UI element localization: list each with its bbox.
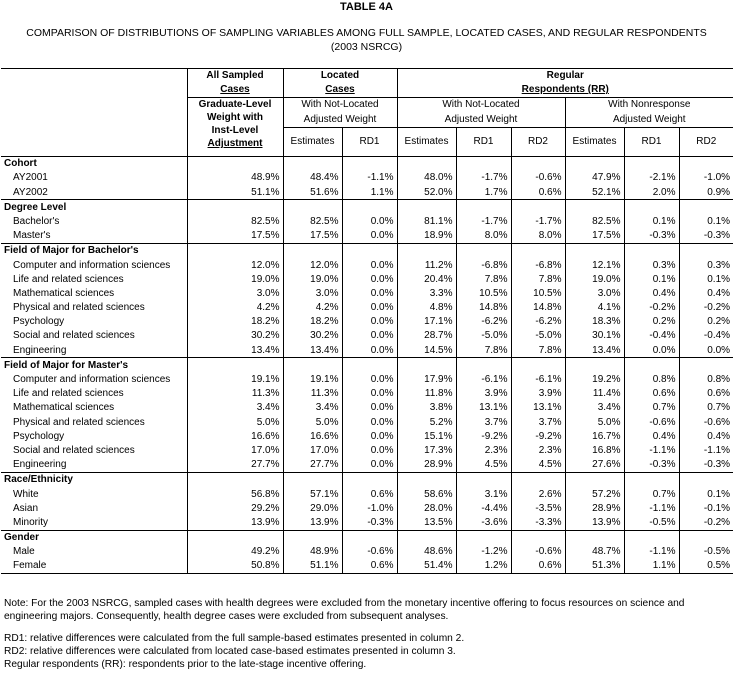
table-cell: 18.2% xyxy=(187,315,283,329)
table-cell: 5.0% xyxy=(565,415,624,429)
header-loc-weight: With Not-Located xyxy=(283,98,397,113)
table-cell: 0.8% xyxy=(624,372,679,386)
table-cell: 0.1% xyxy=(679,487,733,501)
note-rd2: RD2: relative differences were calculated from located case-based estimates presented in column 3. xyxy=(4,646,456,657)
table-cell: -1.1% xyxy=(624,501,679,515)
table-row xyxy=(1,214,733,228)
row-label: Physical and related sciences xyxy=(13,416,145,428)
table-cell: 0.0% xyxy=(342,272,397,286)
section-header xyxy=(1,200,733,215)
section-title: Race/Ethnicity xyxy=(1,472,187,487)
table-cell: 48.9% xyxy=(187,171,283,185)
table-cell: 82.5% xyxy=(565,214,624,228)
table-cell: -0.6% xyxy=(679,415,733,429)
table-cell: 0.7% xyxy=(679,401,733,415)
table-row xyxy=(1,301,733,315)
table-cell: 13.4% xyxy=(283,343,342,358)
table-cell: 4.5% xyxy=(456,458,511,473)
table-cell: 56.8% xyxy=(187,487,283,501)
table-notes xyxy=(4,597,730,671)
table-cell: -1.1% xyxy=(624,545,679,559)
table-cell: -5.0% xyxy=(511,329,565,343)
table-cell: 13.1% xyxy=(456,401,511,415)
table-cell: 14.8% xyxy=(511,301,565,315)
table-cell: 18.3% xyxy=(565,315,624,329)
table-row xyxy=(1,372,733,386)
row-label: Physical and related sciences xyxy=(13,302,145,314)
section-title: Field of Major for Bachelor's xyxy=(1,243,187,258)
table-cell: 48.9% xyxy=(283,545,342,559)
table-cell: 17.5% xyxy=(187,229,283,244)
row-label: Minority xyxy=(13,516,49,528)
col-rd2-rr-notloc: RD2 xyxy=(511,127,565,156)
table-cell: 51.4% xyxy=(397,559,456,574)
table-cell: -3.6% xyxy=(456,515,511,530)
table-cell: 17.5% xyxy=(283,229,342,244)
header-grad-weight: Graduate-Level Weight with Inst-Level Adjustment xyxy=(187,98,283,156)
table-cell: -1.7% xyxy=(511,214,565,228)
table-cell: 4.2% xyxy=(283,301,342,315)
table-row xyxy=(1,286,733,300)
table-cell: 29.2% xyxy=(187,501,283,515)
table-row xyxy=(1,258,733,272)
table-cell: -3.3% xyxy=(511,515,565,530)
table-cell: -0.2% xyxy=(679,515,733,530)
table-cell: 11.4% xyxy=(565,387,624,401)
row-label: Social and related sciences xyxy=(13,330,135,342)
table-cell: 10.5% xyxy=(511,286,565,300)
table-cell: 5.0% xyxy=(187,415,283,429)
table-cell: 28.7% xyxy=(397,329,456,343)
col-estimates-rr-notloc: Estimates xyxy=(397,127,456,156)
table-cell: 4.5% xyxy=(511,458,565,473)
table-cell: 0.6% xyxy=(342,559,397,574)
table-cell: -0.2% xyxy=(679,301,733,315)
table-cell: 0.0% xyxy=(342,401,397,415)
table-cell: 51.3% xyxy=(565,559,624,574)
table-cell: 3.7% xyxy=(456,415,511,429)
row-label: Master's xyxy=(13,230,51,242)
table-cell: 16.6% xyxy=(283,429,342,443)
table-cell: 13.4% xyxy=(565,343,624,358)
table-cell: 12.0% xyxy=(187,258,283,272)
table-row xyxy=(1,387,733,401)
table-cell: 30.1% xyxy=(565,329,624,343)
note-rr: Regular respondents (RR): respondents prior to the late-stage incentive offering. xyxy=(4,659,367,670)
table-row xyxy=(1,272,733,286)
table-cell: -0.3% xyxy=(624,458,679,473)
col-rd2-rr-nonresp: RD2 xyxy=(679,127,733,156)
table-cell: 1.1% xyxy=(342,185,397,200)
table-cell: 1.7% xyxy=(456,185,511,200)
table-cell: -1.1% xyxy=(624,443,679,457)
table-cell: -0.3% xyxy=(624,229,679,244)
table-row xyxy=(1,458,733,473)
row-label: Computer and information sciences xyxy=(13,374,171,386)
table-row xyxy=(1,501,733,515)
row-label: Social and related sciences xyxy=(13,444,135,456)
table-cell: -1.7% xyxy=(456,171,511,185)
table-cell: -0.5% xyxy=(624,515,679,530)
table-cell: 82.5% xyxy=(283,214,342,228)
row-label: Asian xyxy=(13,502,39,514)
table-cell: 3.7% xyxy=(511,415,565,429)
table-cell: -4.4% xyxy=(456,501,511,515)
table-cell: -1.0% xyxy=(342,501,397,515)
table-cell: 27.7% xyxy=(187,458,283,473)
table-cell: -0.6% xyxy=(624,415,679,429)
table-row xyxy=(1,559,733,574)
table-row xyxy=(1,229,733,244)
table-cell: 3.4% xyxy=(283,401,342,415)
table-cell: 0.0% xyxy=(342,372,397,386)
table-cell: 0.0% xyxy=(342,315,397,329)
table-cell: 52.1% xyxy=(565,185,624,200)
table-cell: 16.8% xyxy=(565,443,624,457)
table-cell: 0.3% xyxy=(624,258,679,272)
header-regular: Regular xyxy=(397,69,733,84)
table-cell: 13.9% xyxy=(283,515,342,530)
table-cell: 27.7% xyxy=(283,458,342,473)
table-cell: 12.0% xyxy=(283,258,342,272)
subtitle-line-2: (2003 NSRCG) xyxy=(330,41,403,53)
row-label: Life and related sciences xyxy=(13,388,124,400)
row-label: Psychology xyxy=(13,430,65,442)
subtitle-line-1: COMPARISON OF DISTRIBUTIONS OF SAMPLING VARIABLES AMONG FULL SAMPLE, LOCATED CASES, AND REGULAR RESPONDENTS xyxy=(26,27,707,39)
table-cell: -1.1% xyxy=(679,443,733,457)
table-cell: 8.0% xyxy=(456,229,511,244)
table-cell: 17.1% xyxy=(397,315,456,329)
table-cell: 30.2% xyxy=(187,329,283,343)
table-cell: 13.4% xyxy=(187,343,283,358)
note-health-degrees: Note: For the 2003 NSRCG, sampled cases with health degrees were excluded from the monetary incentive offering to focus resources on science and engineering majors. Consequently, health degree cases were excluded from subsequent analyses. xyxy=(4,598,685,622)
table-cell: 28.0% xyxy=(397,501,456,515)
col-estimates-located: Estimates xyxy=(283,127,342,156)
table-cell: 51.6% xyxy=(283,185,342,200)
table-cell: 19.2% xyxy=(565,372,624,386)
row-label: AY2002 xyxy=(13,186,48,198)
header-located: Located xyxy=(283,69,397,84)
row-label: Male xyxy=(13,546,35,558)
table-cell: 0.6% xyxy=(511,559,565,574)
table-cell: 0.1% xyxy=(624,272,679,286)
table-cell: 3.8% xyxy=(397,401,456,415)
section-header xyxy=(1,156,733,171)
section-header xyxy=(1,472,733,487)
section-header xyxy=(1,530,733,545)
table-cell: 0.6% xyxy=(342,487,397,501)
table-cell: -1.0% xyxy=(679,171,733,185)
table-cell: 0.5% xyxy=(679,559,733,574)
table-cell: 3.1% xyxy=(456,487,511,501)
table-row xyxy=(1,415,733,429)
table-cell: 27.6% xyxy=(565,458,624,473)
table-row xyxy=(1,401,733,415)
table-cell: 11.3% xyxy=(283,387,342,401)
table-cell: 4.1% xyxy=(565,301,624,315)
table-cell: -6.8% xyxy=(511,258,565,272)
section-header xyxy=(1,243,733,258)
row-label: AY2001 xyxy=(13,172,48,184)
table-cell: -9.2% xyxy=(511,429,565,443)
table-cell: 17.0% xyxy=(283,443,342,457)
table-cell: 0.4% xyxy=(624,286,679,300)
table-cell: 1.1% xyxy=(624,559,679,574)
table-cell: 0.4% xyxy=(624,429,679,443)
table-cell: -9.2% xyxy=(456,429,511,443)
table-cell: -3.5% xyxy=(511,501,565,515)
table-body xyxy=(1,156,733,574)
table-cell: 0.0% xyxy=(624,343,679,358)
table-cell: 13.5% xyxy=(397,515,456,530)
table-cell: 30.2% xyxy=(283,329,342,343)
table-cell: 13.9% xyxy=(187,515,283,530)
table-cell: 14.5% xyxy=(397,343,456,358)
table-cell: 2.3% xyxy=(511,443,565,457)
section-header xyxy=(1,358,733,373)
table-cell: 0.6% xyxy=(624,387,679,401)
table-cell: 19.1% xyxy=(187,372,283,386)
table-row xyxy=(1,443,733,457)
table-cell: 13.9% xyxy=(565,515,624,530)
table-row xyxy=(1,315,733,329)
table-cell: 2.0% xyxy=(624,185,679,200)
row-label: White xyxy=(13,488,39,500)
table-cell: 3.4% xyxy=(565,401,624,415)
table-row xyxy=(1,429,733,443)
table-cell: 0.0% xyxy=(342,458,397,473)
section-title: Gender xyxy=(1,530,187,545)
table-cell: 81.1% xyxy=(397,214,456,228)
col-rd1-located: RD1 xyxy=(342,127,397,156)
table-row xyxy=(1,487,733,501)
table-cell: 0.3% xyxy=(679,258,733,272)
table-cell: 12.1% xyxy=(565,258,624,272)
table-title: TABLE 4A xyxy=(340,1,393,13)
table-cell: 18.2% xyxy=(283,315,342,329)
table-cell: 17.0% xyxy=(187,443,283,457)
table-cell: -6.1% xyxy=(456,372,511,386)
section-title: Cohort xyxy=(1,156,187,171)
table-row xyxy=(1,185,733,200)
row-label: Engineering xyxy=(13,459,67,471)
table-cell: 3.9% xyxy=(456,387,511,401)
table-cell: 0.1% xyxy=(679,272,733,286)
table-cell: -1.1% xyxy=(342,171,397,185)
table-cell: 48.6% xyxy=(397,545,456,559)
table-cell: 48.4% xyxy=(283,171,342,185)
table-cell: -0.2% xyxy=(624,301,679,315)
table-cell: 11.2% xyxy=(397,258,456,272)
table-cell: -0.3% xyxy=(679,229,733,244)
table-cell: -6.2% xyxy=(456,315,511,329)
table-cell: -6.2% xyxy=(511,315,565,329)
table-cell: -6.1% xyxy=(511,372,565,386)
header-rr-nonresp: With Nonresponse xyxy=(565,98,733,113)
table-cell: -6.8% xyxy=(456,258,511,272)
table-cell: 3.0% xyxy=(283,286,342,300)
table-cell: 7.8% xyxy=(511,343,565,358)
table-cell: 5.2% xyxy=(397,415,456,429)
section-title: Field of Major for Master's xyxy=(1,358,187,373)
table-cell: 0.1% xyxy=(679,214,733,228)
table-row xyxy=(1,329,733,343)
table-cell: 0.9% xyxy=(679,185,733,200)
table-cell: 0.0% xyxy=(679,343,733,358)
table-cell: 13.1% xyxy=(511,401,565,415)
table-cell: 0.6% xyxy=(679,387,733,401)
table-cell: 3.0% xyxy=(565,286,624,300)
table-cell: 0.0% xyxy=(342,415,397,429)
table-cell: 82.5% xyxy=(187,214,283,228)
table-cell: 7.8% xyxy=(456,272,511,286)
table-row xyxy=(1,171,733,185)
table-cell: 0.8% xyxy=(679,372,733,386)
table-cell: -0.3% xyxy=(679,458,733,473)
table-cell: -1.2% xyxy=(456,545,511,559)
table-cell: 51.1% xyxy=(187,185,283,200)
table-cell: 0.6% xyxy=(511,185,565,200)
table-cell: 50.8% xyxy=(187,559,283,574)
table-cell: 0.0% xyxy=(342,229,397,244)
table-cell: -0.6% xyxy=(511,545,565,559)
table-cell: 19.0% xyxy=(187,272,283,286)
col-rd1-rr-nonresp: RD1 xyxy=(624,127,679,156)
table-cell: 0.0% xyxy=(342,214,397,228)
table-row xyxy=(1,515,733,530)
table-cell: 2.3% xyxy=(456,443,511,457)
table-cell: 18.9% xyxy=(397,229,456,244)
table-cell: -0.5% xyxy=(679,545,733,559)
table-cell: 16.7% xyxy=(565,429,624,443)
row-label: Female xyxy=(13,560,47,572)
table-cell: 28.9% xyxy=(397,458,456,473)
table-cell: 20.4% xyxy=(397,272,456,286)
row-label: Engineering xyxy=(13,344,67,356)
table-cell: 58.6% xyxy=(397,487,456,501)
table-cell: 2.6% xyxy=(511,487,565,501)
table-cell: 3.4% xyxy=(187,401,283,415)
table-cell: 52.0% xyxy=(397,185,456,200)
row-label: Mathematical sciences xyxy=(13,287,115,299)
table-cell: 3.0% xyxy=(187,286,283,300)
table-cell: 10.5% xyxy=(456,286,511,300)
table-cell: -0.1% xyxy=(679,501,733,515)
note-rd1: RD1: relative differences were calculated from the full sample-based estimates presented in column 2. xyxy=(4,633,465,644)
table-cell: 0.0% xyxy=(342,258,397,272)
table-cell: 17.9% xyxy=(397,372,456,386)
table-row xyxy=(1,545,733,559)
table-cell: 3.3% xyxy=(397,286,456,300)
table-cell: 11.3% xyxy=(187,387,283,401)
table-cell: 0.0% xyxy=(342,387,397,401)
col-estimates-rr-nonresp: Estimates xyxy=(565,127,624,156)
table-cell: -1.7% xyxy=(456,214,511,228)
table-cell: 0.0% xyxy=(342,443,397,457)
table-cell: 7.8% xyxy=(511,272,565,286)
table-cell: -0.6% xyxy=(511,171,565,185)
table-cell: 19.0% xyxy=(283,272,342,286)
table-cell: 0.7% xyxy=(624,487,679,501)
table-cell: 17.3% xyxy=(397,443,456,457)
table-cell: -0.6% xyxy=(342,545,397,559)
table-cell: 28.9% xyxy=(565,501,624,515)
table-cell: 0.4% xyxy=(679,429,733,443)
table-cell: 0.0% xyxy=(342,301,397,315)
table-cell: 16.6% xyxy=(187,429,283,443)
table-cell: 14.8% xyxy=(456,301,511,315)
col-rd1-rr-notloc: RD1 xyxy=(456,127,511,156)
table-cell: 1.2% xyxy=(456,559,511,574)
table-header: All Sampled Located Regular Cases Cases Respondents (RR) Graduate-Level Weight with Inst-Level Adjustment With Not-Located With Not-Located With Nonresponse Adjusted Weight Adjusted Weight Adjusted Weight Estimates RD1 Estimates RD1 RD2 Estimates RD1 RD2 xyxy=(1,69,733,157)
table-cell: 4.8% xyxy=(397,301,456,315)
table-cell: 57.1% xyxy=(283,487,342,501)
section-title: Degree Level xyxy=(1,200,187,215)
table-cell: 3.9% xyxy=(511,387,565,401)
table-cell: 0.1% xyxy=(624,214,679,228)
table-cell: 51.1% xyxy=(283,559,342,574)
table-cell: 19.1% xyxy=(283,372,342,386)
table-cell: 17.5% xyxy=(565,229,624,244)
table-cell: 29.0% xyxy=(283,501,342,515)
table-cell: 0.0% xyxy=(342,329,397,343)
table-cell: -2.1% xyxy=(624,171,679,185)
table-cell: 0.0% xyxy=(342,429,397,443)
header-rr-notloc: With Not-Located xyxy=(397,98,565,113)
table-cell: -0.4% xyxy=(679,329,733,343)
table-cell: 5.0% xyxy=(283,415,342,429)
table-cell: 0.2% xyxy=(624,315,679,329)
row-label: Mathematical sciences xyxy=(13,402,115,414)
table-cell: 11.8% xyxy=(397,387,456,401)
row-label: Life and related sciences xyxy=(13,273,124,285)
table-cell: 19.0% xyxy=(565,272,624,286)
comparison-table xyxy=(1,68,733,574)
table-cell: 57.2% xyxy=(565,487,624,501)
table-cell: 48.0% xyxy=(397,171,456,185)
table-cell: 0.0% xyxy=(342,286,397,300)
table-cell: -0.3% xyxy=(342,515,397,530)
table-cell: 48.7% xyxy=(565,545,624,559)
table-row xyxy=(1,343,733,358)
table-cell: 0.4% xyxy=(679,286,733,300)
row-label: Bachelor's xyxy=(13,215,60,227)
row-label: Psychology xyxy=(13,316,65,328)
table-subtitle xyxy=(0,26,733,54)
table-cell: 15.1% xyxy=(397,429,456,443)
table-cell: 4.2% xyxy=(187,301,283,315)
header-all-sampled: All Sampled xyxy=(187,69,283,84)
table-cell: 47.9% xyxy=(565,171,624,185)
table-cell: 7.8% xyxy=(456,343,511,358)
table-cell: -5.0% xyxy=(456,329,511,343)
table-cell: -0.4% xyxy=(624,329,679,343)
table-cell: 0.2% xyxy=(679,315,733,329)
table-cell: 0.0% xyxy=(342,343,397,358)
row-label: Computer and information sciences xyxy=(13,259,171,271)
table-cell: 0.7% xyxy=(624,401,679,415)
table-cell: 49.2% xyxy=(187,545,283,559)
table-cell: 8.0% xyxy=(511,229,565,244)
